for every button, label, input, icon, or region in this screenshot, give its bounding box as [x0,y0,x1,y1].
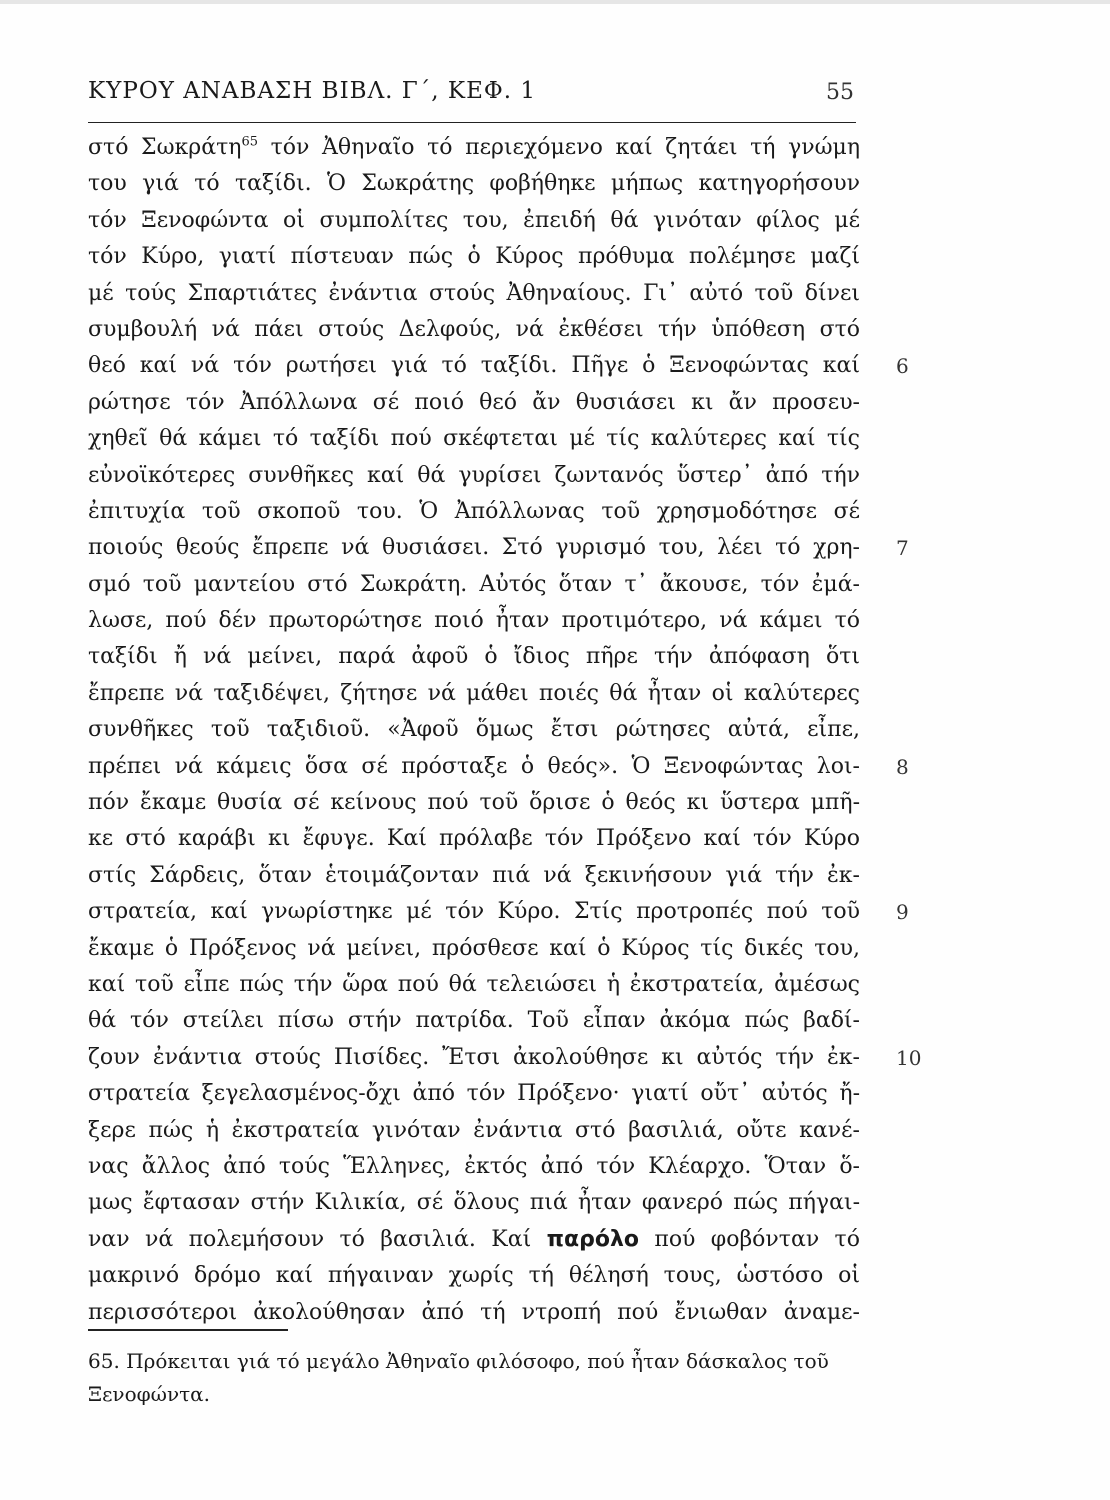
running-title: ΚΥΡΟΥ ΑΝΑΒΑΣΗ ΒΙΒΛ. Γ΄, ΚΕΦ. 1 [88,78,536,104]
text-line: συνθῆκες τοῦ ταξιδιοῦ. «Ἀφοῦ ὅμως ἔτσι ρώτησες αὐτά, εἶπε, [88,717,860,743]
text-line: πρέπει νά κάμεις ὅσα σέ πρόσταξε ὁ θεός». Ὁ Ξενοφώντας λοι- 8 [88,749,888,785]
scan-edge [0,0,1110,4]
body-text [88,130,922,1331]
text-line: περισσότεροι ἀκολούθησαν ἀπό τή ντροπή πού ἔνιωθαν ἀναμε- [88,1299,860,1325]
text-line: τόν Κύρο, γιατί πίστευαν πώς ὁ Κύρος πρόθυμα πολέμησε μαζί [88,244,860,270]
text-line: ζουν ἐνάντια στούς Πισίδες. Ἔτσι ἀκολούθησε κι αὐτός τήν ἐκ- 10 [88,1040,888,1076]
text-line: μακρινό δρόμο καί πήγαιναν χωρίς τή θέλησή τους, ὡστόσο οἱ [88,1263,860,1289]
text-line: ἐπιτυχία τοῦ σκοποῦ του. Ὁ Ἀπόλλωνας τοῦ χρησμοδότησε σέ [88,498,860,524]
header-rule [88,122,856,123]
text-line: ἔκαμε ὁ Πρόξενος νά μείνει, πρόσθεσε καί ὁ Κύρος τίς δικές του, [88,935,860,961]
text-line: μέ τούς Σπαρτιάτες ἐνάντια στούς Ἀθηναίους. Γι᾿ αὐτό τοῦ δίνει [88,280,860,306]
text-line: θά τόν στείλει πίσω στήν πατρίδα. Τοῦ εἶπαν ἀκόμα πώς βαδί- [88,1008,860,1034]
text-line: μως ἔφτασαν στήν Κιλικία, σέ ὅλους πιά ἦταν φανερό πώς πήγαι- [88,1190,860,1216]
text-line: στό Σωκράτη$^{65}$ τόν Ἀθηναῖο τό περιεχόμενο καί ζητάει τή γνώμη [88,134,861,160]
text-line: χηθεῖ θά κάμει τό ταξίδι πού σκέφτεται μέ τίς καλύτερες καί τίς [88,426,860,452]
text-line: συμβουλή νά πάει στούς Δελφούς, νά ἐκθέσει τήν ὑπόθεση στό [88,316,860,342]
text-line: θεό καί νά τόν ρωτήσει γιά τό ταξίδι. Πῆγε ὁ Ξενοφώντας καί 6 [88,348,888,384]
text-line: ναν νά πολεμήσουν τό βασιλιά. Καί παρόλο πού φοβόνταν τό [88,1226,860,1252]
text-line: εὐνοϊκότερες συνθῆκες καί θά γυρίσει ζωντανός ὕστερ᾿ ἀπό τήν [88,462,860,488]
text-line: ποιούς θεούς ἔπρεπε νά θυσιάσει. Στό γυρισμό του, λέει τό χρη- 7 [88,530,888,566]
footnote-line: 65. Πρόκειται γιά τό μεγάλο Ἀθηναῖο φιλόσοφο, πού ἦταν δάσκαλος τοῦ [88,1349,829,1373]
text-line: καί τοῦ εἶπε πώς τήν ὥρα πού θά τελειώσει ἡ ἐκστρατεία, ἀμέσως [88,971,860,997]
text-line: νας ἄλλος ἀπό τούς Ἕλληνες, ἐκτός ἀπό τόν Κλέαρχο. Ὅταν ὅ- [88,1153,860,1179]
section-number: 9 [896,900,909,925]
bold-word: παρόλο [546,1226,639,1252]
text-line: ταξίδι ἤ νά μείνει, παρά ἀφοῦ ὁ ἴδιος πῆρε τήν ἀπόφαση ὅτι [88,644,860,670]
text-line: ξερε πώς ἡ ἐκστρατεία γινόταν ἐνάντια στό βασιλιά, οὔτε κανέ- [88,1117,860,1143]
section-number: 10 [896,1045,922,1070]
text-line: στρατεία ξεγελασμένος-ὄχι ἀπό τόν Πρόξενο· γιατί οὔτ᾿ αὐτός ἤ- [88,1081,860,1107]
text-line: λωσε, πού δέν πρωτορώτησε ποιό ἦταν προτιμότερο, νά κάμει τό [88,608,860,634]
section-number: 6 [896,354,909,379]
footnote-rule [88,1329,288,1331]
text-line: τόν Ξενοφώντα οἱ συμπολίτες του, ἐπειδή θά γινόταν φίλος μέ [88,207,860,233]
page-number: 55 [826,80,854,105]
text-line: του γιά τό ταξίδι. Ὁ Σωκράτης φοβήθηκε μήπως κατηγορήσουν [88,171,860,197]
text-line: κε στό καράβι κι ἔφυγε. Καί πρόλαβε τόν Πρόξενο καί τόν Κύρο [88,826,860,852]
footnote [88,1345,878,1411]
section-number: 8 [896,754,909,779]
footnote-line: Ξενοφώντα. [88,1382,211,1406]
text-line: σμό τοῦ μαντείου στό Σωκράτη. Αὐτός ὅταν τ᾿ ἄκουσε, τόν ἐμά- [88,571,860,597]
footnote-reference: 65 [241,134,258,150]
text-line: ρώτησε τόν Ἀπόλλωνα σέ ποιό θεό ἄν θυσιάσει κι ἄν προσευ- [88,389,860,415]
text-line: πόν ἔκαμε θυσία σέ κείνους πού τοῦ ὅρισε ὁ θεός κι ὕστερα μπῆ- [88,790,860,816]
section-number: 7 [896,536,909,561]
text-line: στίς Σάρδεις, ὅταν ἑτοιμάζονταν πιά νά ξεκινήσουν γιά τήν ἐκ- [88,862,860,888]
text-line: ἔπρεπε νά ταξιδέψει, ζήτησε νά μάθει ποιές θά ἦταν οἱ καλύτερες [88,680,860,706]
text-line: στρατεία, καί γνωρίστηκε μέ τόν Κύρο. Στίς προτροπές πού τοῦ 9 [88,894,888,930]
